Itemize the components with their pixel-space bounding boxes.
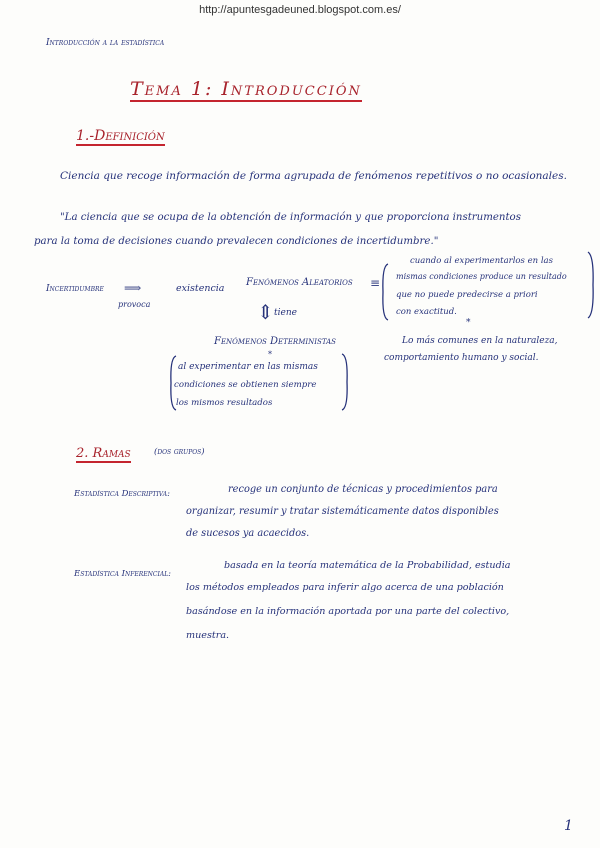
left-brace-aleatorios-icon: [380, 262, 390, 322]
page-title: Tema 1: Introducción: [130, 78, 362, 100]
arrow-right-icon: ⟹: [124, 281, 142, 295]
descriptiva-line-1: recoge un conjunto de técnicas y procedimientos para: [228, 484, 498, 495]
comunes-line-2: comportamiento humano y social.: [384, 353, 539, 363]
incertidumbre-label: Incertidumbre: [46, 284, 104, 294]
page-header: Introducción a la estadística: [46, 38, 165, 48]
star-mark-icon-2: *: [268, 350, 272, 359]
inferencial-line-2: los métodos empleados para inferir algo acerca de una población: [186, 582, 504, 593]
section-heading-definicion: 1.-Definición: [76, 128, 165, 144]
inferencial-line-4: muestra.: [186, 630, 230, 641]
existencia-label: existencia: [176, 283, 225, 294]
double-arrow-vertical-icon: ⇕: [257, 300, 274, 324]
equiv-icon: ≡: [370, 276, 381, 290]
inferencial-line-3: basándose en la información aportada por una parte del colectivo,: [186, 606, 510, 617]
deterministas-label: Fenómenos Deterministas: [214, 336, 336, 347]
definition-text: Ciencia que recoge información de forma agrupada de fenómenos repetitivos o no ocasionales.: [60, 170, 567, 182]
inferencial-line-1: basada en la teoría matemática de la Probabilidad, estudia: [224, 560, 511, 571]
right-brace-aleatorios-icon: [586, 250, 596, 320]
comunes-line-1: Lo más comunes en la naturaleza,: [402, 336, 558, 346]
quote-line-1: "La ciencia que se ocupa de la obtención de información y que proporciona instrumentos: [60, 212, 521, 223]
aleatorios-desc-line-3: que no puede predecirse a priori: [396, 290, 538, 300]
aleatorios-desc-line-2: mismas condiciones produce un resultado: [396, 272, 567, 281]
descriptiva-line-2: organizar, resumir y tratar sistemáticamente datos disponibles: [186, 506, 499, 517]
ramas-note: (dos grupos): [154, 447, 205, 457]
inferencial-label: Estadística Inferencial:: [74, 569, 172, 579]
descriptiva-label: Estadística Descriptiva:: [74, 489, 170, 499]
aleatorios-desc-line-4: con exactitud.: [396, 307, 457, 317]
right-brace-deterministas-icon: [340, 352, 350, 412]
source-url[interactable]: http://apuntesgadeuned.blogspot.com.es/: [199, 4, 401, 16]
quote-line-2: para la toma de decisiones cuando prevalecen condiciones de incertidumbre.": [34, 236, 439, 247]
descriptiva-line-3: de sucesos ya acaecidos.: [186, 528, 310, 539]
star-mark-icon: *: [466, 318, 471, 328]
page-number: 1: [564, 818, 573, 834]
deterministas-desc-line-3: los mismos resultados: [176, 398, 273, 408]
provoca-label: provoca: [118, 300, 151, 309]
tiene-label: tiene: [274, 308, 297, 318]
aleatorios-label: Fenómenos Aleatorios: [246, 277, 353, 288]
deterministas-desc-line-2: condiciones se obtienen siempre: [174, 380, 317, 390]
section-heading-ramas: 2. Ramas: [76, 446, 131, 461]
aleatorios-desc-line-1: cuando al experimentarlos en las: [410, 256, 553, 266]
deterministas-desc-line-1: al experimentar en las mismas: [178, 362, 318, 372]
